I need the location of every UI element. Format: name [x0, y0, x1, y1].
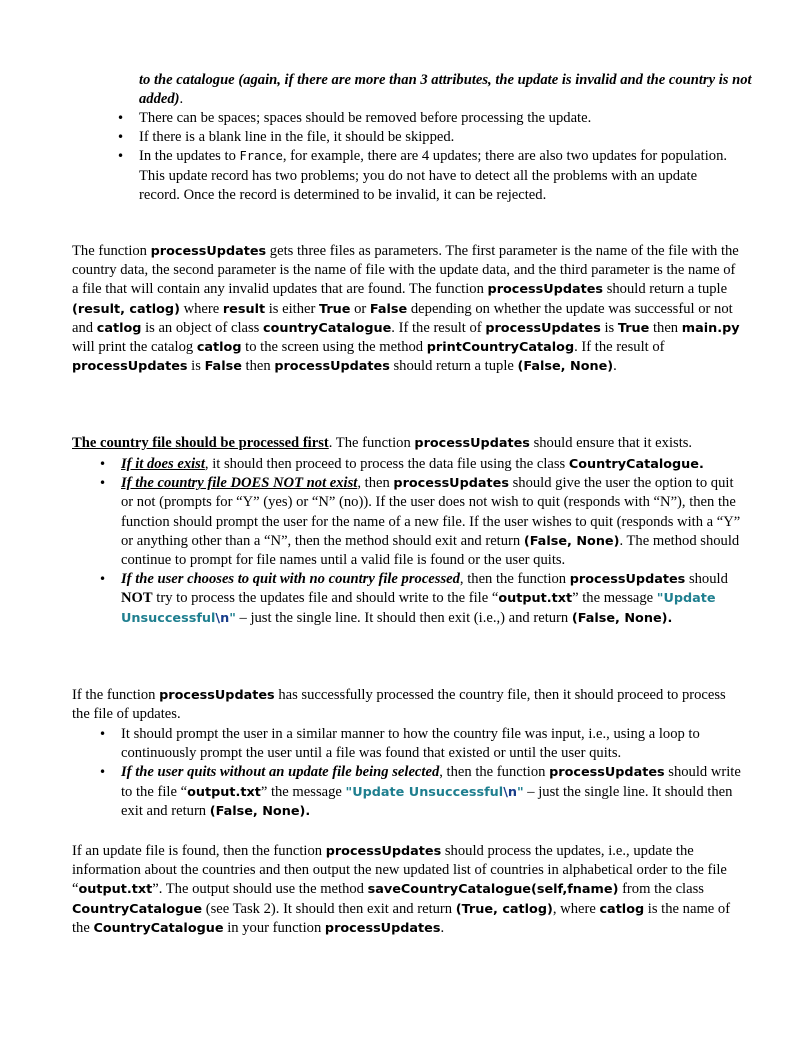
paragraph-country-file-first: The country file should be processed first. The function processUpdates should ensure that it exists. [72, 435, 693, 451]
continued-bullet-text: to the catalogue (again, if there are more than 3 attributes, the update is invalid and the country is not added). [139, 72, 752, 108]
list-item: • If there is a blank line in the file, it should be skipped. [139, 128, 739, 147]
update-file-list [99, 725, 741, 821]
bullet-icon: • [117, 149, 125, 164]
list-item: • If the country file DOES NOT not exist, then processUpdates should give the user the option to quit or not (prompts for “Y” (yes) or “N” (no)). If the user does not wish to quit (responds with “N”), then the function should prompt the user for the name of a new file. If the user wishes to quit (responds with a “Y” or anything other than a “N”, then the method should exit and return (False, None). The method should continue to prompt for file names until a valid file is found or the user quits. [99, 475, 741, 569]
bullet-icon: • [117, 130, 125, 145]
update-rules-list [117, 109, 739, 205]
list-item: • There can be spaces; spaces should be removed before processing the update. [139, 109, 739, 128]
country-file-list [99, 455, 741, 628]
list-item: • It should prompt the user in a similar manner to how the country file was input, i.e., using a loop to continuously prompt the user until a file was found that existed or until the user quits. [99, 726, 700, 762]
bullet-icon: • [99, 572, 107, 587]
list-item: • If the user chooses to quit with no country file processed, then the function processUpdates should NOT try to process the updates file and should write to the file “output.txt” the message "Update Unsuccessful\n" – just the single line. It should then exit (i.e.,) and return (False, None). [99, 571, 728, 626]
paragraph-process-updates: The function processUpdates gets three files as parameters. The first parameter is the name of the file with the country data, the second parameter is the name of file with the update data, and the third parameter is the name of a file that will contain any invalid updates that are found. The function processUpdates should return a tuple (result, catlog) where result is either True or False depending on whether the update was successful or not and catlog is an object of class countryCatalogue. If the result of processUpdates is True then main.py will print the catalog catlog to the screen using the method printCountryCatalog. If the result of processUpdates is False then processUpdates should return a tuple (False, None). [72, 243, 740, 375]
paragraph-output: If an update file is found, then the function processUpdates should process the updates, i.e., update the information about the countries and then output the new updated list of countries in alphabetical order to the file “output.txt”. The output should use the method saveCountryCatalogue(self,fname) from the class CountryCatalogue (see Task 2). It should then exit and return (True, catlog), where catlog is the name of the CountryCatalogue in your function processUpdates. [72, 843, 731, 936]
bullet-icon: • [99, 457, 107, 471]
bullet-icon: • [117, 111, 125, 125]
bullet-icon: • [99, 476, 107, 491]
list-item: • If the user quits without an update file being selected, then the function processUpdates should write to the file “output.txt” the message "Update Unsuccessful\n" – just the single line. It should then exit and return (False, None). [99, 764, 741, 819]
paragraph-update-file: If the function processUpdates has successfully processed the country file, then it should proceed to process the file of updates. [72, 687, 726, 723]
list-item: • If it does exist, it should then proceed to process the data file using the class CountryCatalogue. [121, 455, 741, 474]
bullet-icon: • [99, 727, 107, 741]
list-item: • In the updates to France, for example, there are 4 updates; there are also two updates for population. This update record has two problems; you do not have to detect all the problems with an update record. Once the record is determined to be invalid, it can be rejected. [117, 148, 728, 203]
bullet-icon: • [99, 765, 107, 780]
